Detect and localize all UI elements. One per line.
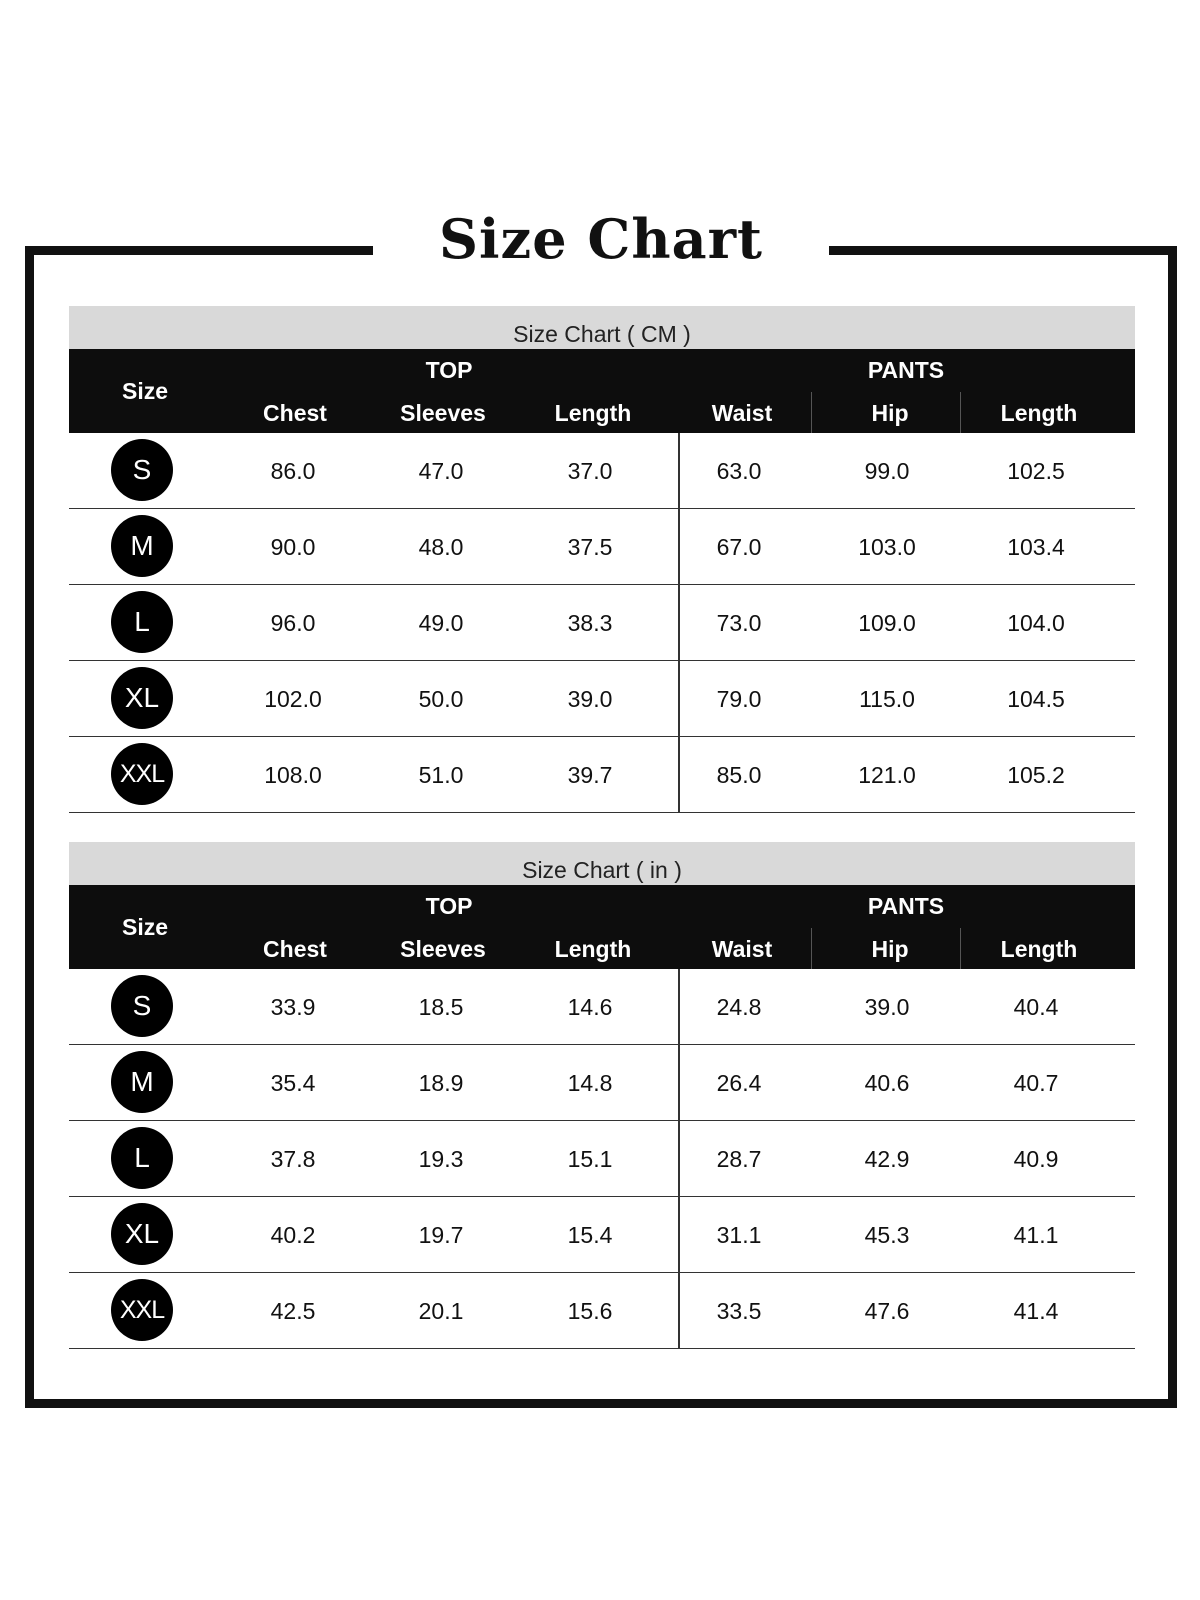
header-col-length: Length	[1000, 400, 1078, 426]
table-cell: 50.0	[418, 686, 464, 712]
table-cell: 104.5	[1007, 686, 1065, 712]
table-cell: 39.7	[567, 762, 613, 788]
table-cell: 102.5	[1007, 458, 1065, 484]
table-cell: 99.0	[864, 458, 910, 484]
size-badge: L	[111, 591, 173, 653]
table-cell: 14.8	[567, 1070, 613, 1096]
table-cell: 33.5	[716, 1298, 762, 1324]
top-pants-divider	[678, 969, 680, 1349]
table-row	[69, 1121, 1135, 1197]
table-cell: 96.0	[270, 610, 316, 636]
header-group-pants: PANTS	[867, 893, 945, 919]
size-table-0	[69, 306, 1135, 813]
table-cell: 37.8	[270, 1146, 316, 1172]
table-cell: 15.6	[567, 1298, 613, 1324]
table-cell: 39.0	[864, 994, 910, 1020]
table-cell: 63.0	[716, 458, 762, 484]
table-row	[69, 1273, 1135, 1349]
table-cell: 103.4	[1007, 534, 1065, 560]
size-badge: S	[111, 975, 173, 1037]
header-col-waist: Waist	[711, 936, 773, 962]
header-col-hip: Hip	[871, 400, 909, 426]
table-cell: 15.4	[567, 1222, 613, 1248]
table-cell: 28.7	[716, 1146, 762, 1172]
table-cell: 40.2	[270, 1222, 316, 1248]
table-row	[69, 737, 1135, 813]
size-badge: M	[111, 1051, 173, 1113]
table-cell: 41.1	[1013, 1222, 1059, 1248]
header-col-hip: Hip	[871, 936, 909, 962]
header-col-length: Length	[554, 936, 632, 962]
table-header	[69, 885, 1135, 969]
header-col-sleeves: Sleeves	[400, 400, 486, 426]
size-badge: XXL	[111, 1279, 173, 1341]
table-cell: 51.0	[418, 762, 464, 788]
table-caption: Size Chart ( CM )	[69, 306, 1135, 349]
header-col-chest: Chest	[263, 936, 327, 962]
header-col-length: Length	[1000, 936, 1078, 962]
header-size: Size	[121, 378, 169, 404]
table-cell: 108.0	[264, 762, 322, 788]
table-body	[69, 969, 1135, 1349]
table-cell: 86.0	[270, 458, 316, 484]
table-cell: 19.7	[418, 1222, 464, 1248]
table-row	[69, 509, 1135, 585]
table-cell: 20.1	[418, 1298, 464, 1324]
table-cell: 26.4	[716, 1070, 762, 1096]
table-cell: 41.4	[1013, 1298, 1059, 1324]
table-cell: 42.5	[270, 1298, 316, 1324]
table-cell: 49.0	[418, 610, 464, 636]
header-group-top: TOP	[425, 893, 473, 919]
table-cell: 18.5	[418, 994, 464, 1020]
table-body	[69, 433, 1135, 813]
table-cell: 33.9	[270, 994, 316, 1020]
table-cell: 47.0	[418, 458, 464, 484]
table-cell: 39.0	[567, 686, 613, 712]
table-cell: 42.9	[864, 1146, 910, 1172]
table-cell: 45.3	[864, 1222, 910, 1248]
table-cell: 14.6	[567, 994, 613, 1020]
table-cell: 67.0	[716, 534, 762, 560]
table-cell: 73.0	[716, 610, 762, 636]
table-cell: 105.2	[1007, 762, 1065, 788]
header-size: Size	[121, 914, 169, 940]
size-badge: XXL	[111, 743, 173, 805]
table-cell: 15.1	[567, 1146, 613, 1172]
table-cell: 35.4	[270, 1070, 316, 1096]
size-table-1	[69, 842, 1135, 1349]
table-cell: 109.0	[858, 610, 916, 636]
header-divider	[960, 392, 961, 433]
table-row	[69, 969, 1135, 1045]
table-row	[69, 433, 1135, 509]
table-cell: 121.0	[858, 762, 916, 788]
table-cell: 18.9	[418, 1070, 464, 1096]
header-group-top: TOP	[425, 357, 473, 383]
table-cell: 79.0	[716, 686, 762, 712]
table-cell: 48.0	[418, 534, 464, 560]
table-cell: 40.4	[1013, 994, 1059, 1020]
table-cell: 40.7	[1013, 1070, 1059, 1096]
table-cell: 40.9	[1013, 1146, 1059, 1172]
header-divider	[811, 928, 812, 969]
header-col-sleeves: Sleeves	[400, 936, 486, 962]
table-cell: 31.1	[716, 1222, 762, 1248]
table-cell: 38.3	[567, 610, 613, 636]
size-badge: L	[111, 1127, 173, 1189]
header-divider	[811, 392, 812, 433]
table-cell: 40.6	[864, 1070, 910, 1096]
table-header	[69, 349, 1135, 433]
table-row	[69, 1197, 1135, 1273]
page-title: Size Chart	[439, 207, 763, 271]
table-cell: 19.3	[418, 1146, 464, 1172]
table-cell: 37.5	[567, 534, 613, 560]
table-cell: 85.0	[716, 762, 762, 788]
table-row	[69, 661, 1135, 737]
table-cell: 37.0	[567, 458, 613, 484]
table-cell: 104.0	[1007, 610, 1065, 636]
table-row	[69, 585, 1135, 661]
header-col-chest: Chest	[263, 400, 327, 426]
table-cell: 102.0	[264, 686, 322, 712]
table-caption: Size Chart ( in )	[69, 842, 1135, 885]
header-col-length: Length	[554, 400, 632, 426]
table-cell: 115.0	[859, 686, 915, 712]
table-cell: 24.8	[716, 994, 762, 1020]
size-badge: S	[111, 439, 173, 501]
header-col-waist: Waist	[711, 400, 773, 426]
size-badge: M	[111, 515, 173, 577]
header-divider	[960, 928, 961, 969]
size-badge: XL	[111, 667, 173, 729]
table-cell: 47.6	[864, 1298, 910, 1324]
table-row	[69, 1045, 1135, 1121]
table-cell: 90.0	[270, 534, 316, 560]
header-group-pants: PANTS	[867, 357, 945, 383]
size-badge: XL	[111, 1203, 173, 1265]
table-cell: 103.0	[858, 534, 916, 560]
top-pants-divider	[678, 433, 680, 813]
